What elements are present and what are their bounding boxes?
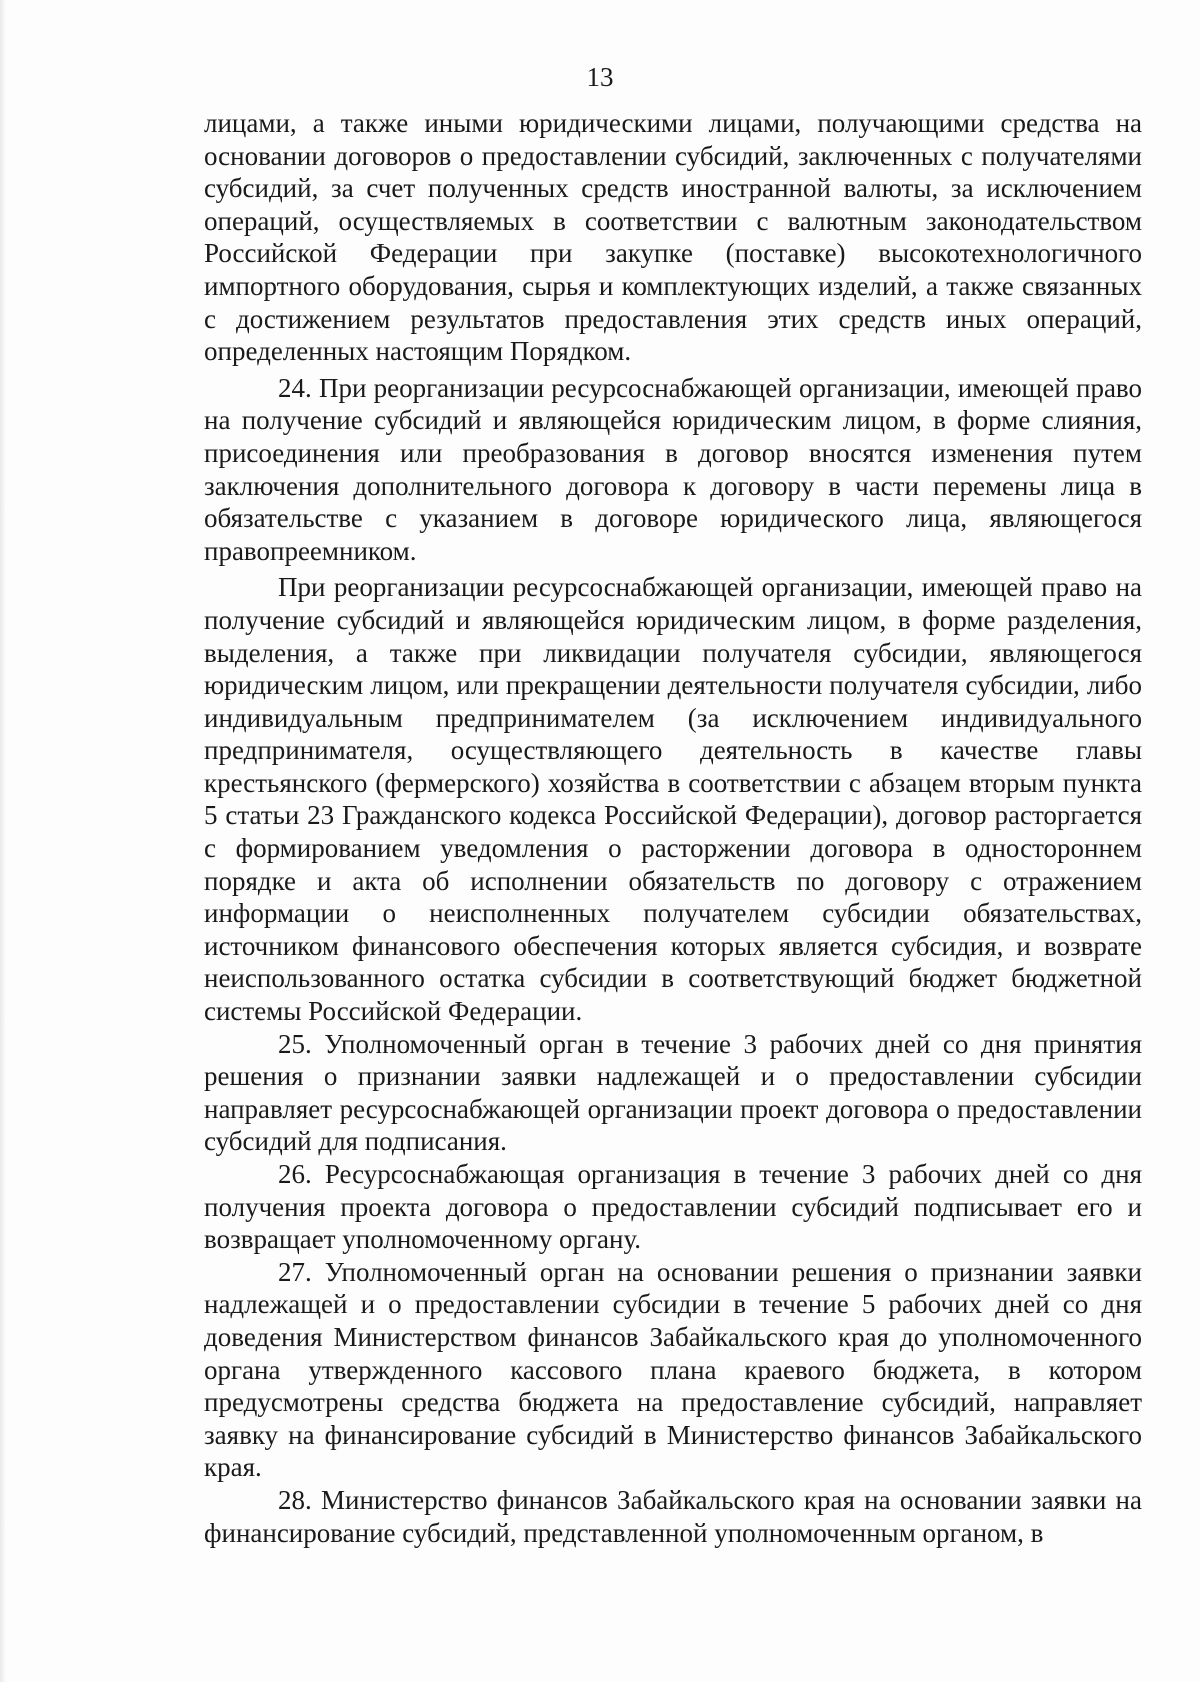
paragraph-24-reorganization: При реорганизации ресурсоснабжающей организации, имеющей право на получение субсидий и являющейся юридическим лицом, в форме разделения, выделения, а также при ликвидации получателя субсидии, являющегося юридическим лицом, или прекращении деятельности получателя субсидии, либо индивидуальным предпринимателем (за исключением индивидуального предпринимателя, осуществляющего деятельность в качестве главы крестьянского (фермерского) хозяйства в соответствии с абзацем вторым пункта 5 статьи 23 Гражданского кодекса Российской Федерации), договор расторгается с формированием уведомления о расторжении договора в одностороннем порядке и акта об исполнении обязательств по договору с отражением информации о неисполненных получателем субсидии обязательствах, источником финансового обеспечения которых является субсидия, и возврате неиспользованного остатка субсидии в соответствующий бюджет бюджетной системы Российской Федерации.: [204, 572, 1142, 1027]
document-body: [204, 107, 1142, 1549]
paragraph-27: 27. Уполномоченный орган на основании решения о признании заявки надлежащей и о предоставлении субсидии в течение 5 рабочих дней со дня доведения Министерством финансов Забайкальского края до уполномоченного органа утвержденного кассового плана краевого бюджета, в котором предусмотрены средства бюджета на предоставление субсидий, направляет заявку на финансирование субсидий в Министерство финансов Забайкальского края.: [204, 1256, 1142, 1483]
scan-edge: [0, 0, 6, 1682]
paragraph-24: 24. При реорганизации ресурсоснабжающей организации, имеющей право на получение субсидий и являющейся юридическим лицом, в форме слияния, присоединения или преобразования в договор вносятся изменения путем заключения дополнительного договора к договору в части перемены лица в обязательстве с указанием в договоре юридического лица, являющегося правопреемником.: [204, 372, 1142, 566]
paragraph-25: 25. Уполномоченный орган в течение 3 рабочих дней со дня принятия решения о признании заявки надлежащей и о предоставлении субсидии направляет ресурсоснабжающей организации проект договора о предоставлении субсидий для подписания.: [204, 1028, 1142, 1157]
paragraph-28: 28. Министерство финансов Забайкальского края на основании заявки на финансирование субсидий, представленной уполномоченным органом, в: [204, 1484, 1142, 1548]
paragraph-26: 26. Ресурсоснабжающая организация в течение 3 рабочих дней со дня получения проекта договора о предоставлении субсидий подписывает его и возвращает уполномоченному органу.: [204, 1159, 1142, 1255]
paragraph-continuation: лицами, а также иными юридическими лицами, получающими средства на основании договоров о предоставлении субсидий, заключенных с получателями субсидий, за счет полученных средств иностранной валюты, за исключением операций, осуществляемых в соответствии с валютным законодательством Российской Федерации при закупке (поставке) высокотехнологичного импортного оборудования, сырья и комплектующих изделий, а также связанных с достижением результатов предоставления этих средств иных операций, определенных настоящим Порядком.: [204, 108, 1142, 367]
page-number: 13: [586, 62, 614, 92]
